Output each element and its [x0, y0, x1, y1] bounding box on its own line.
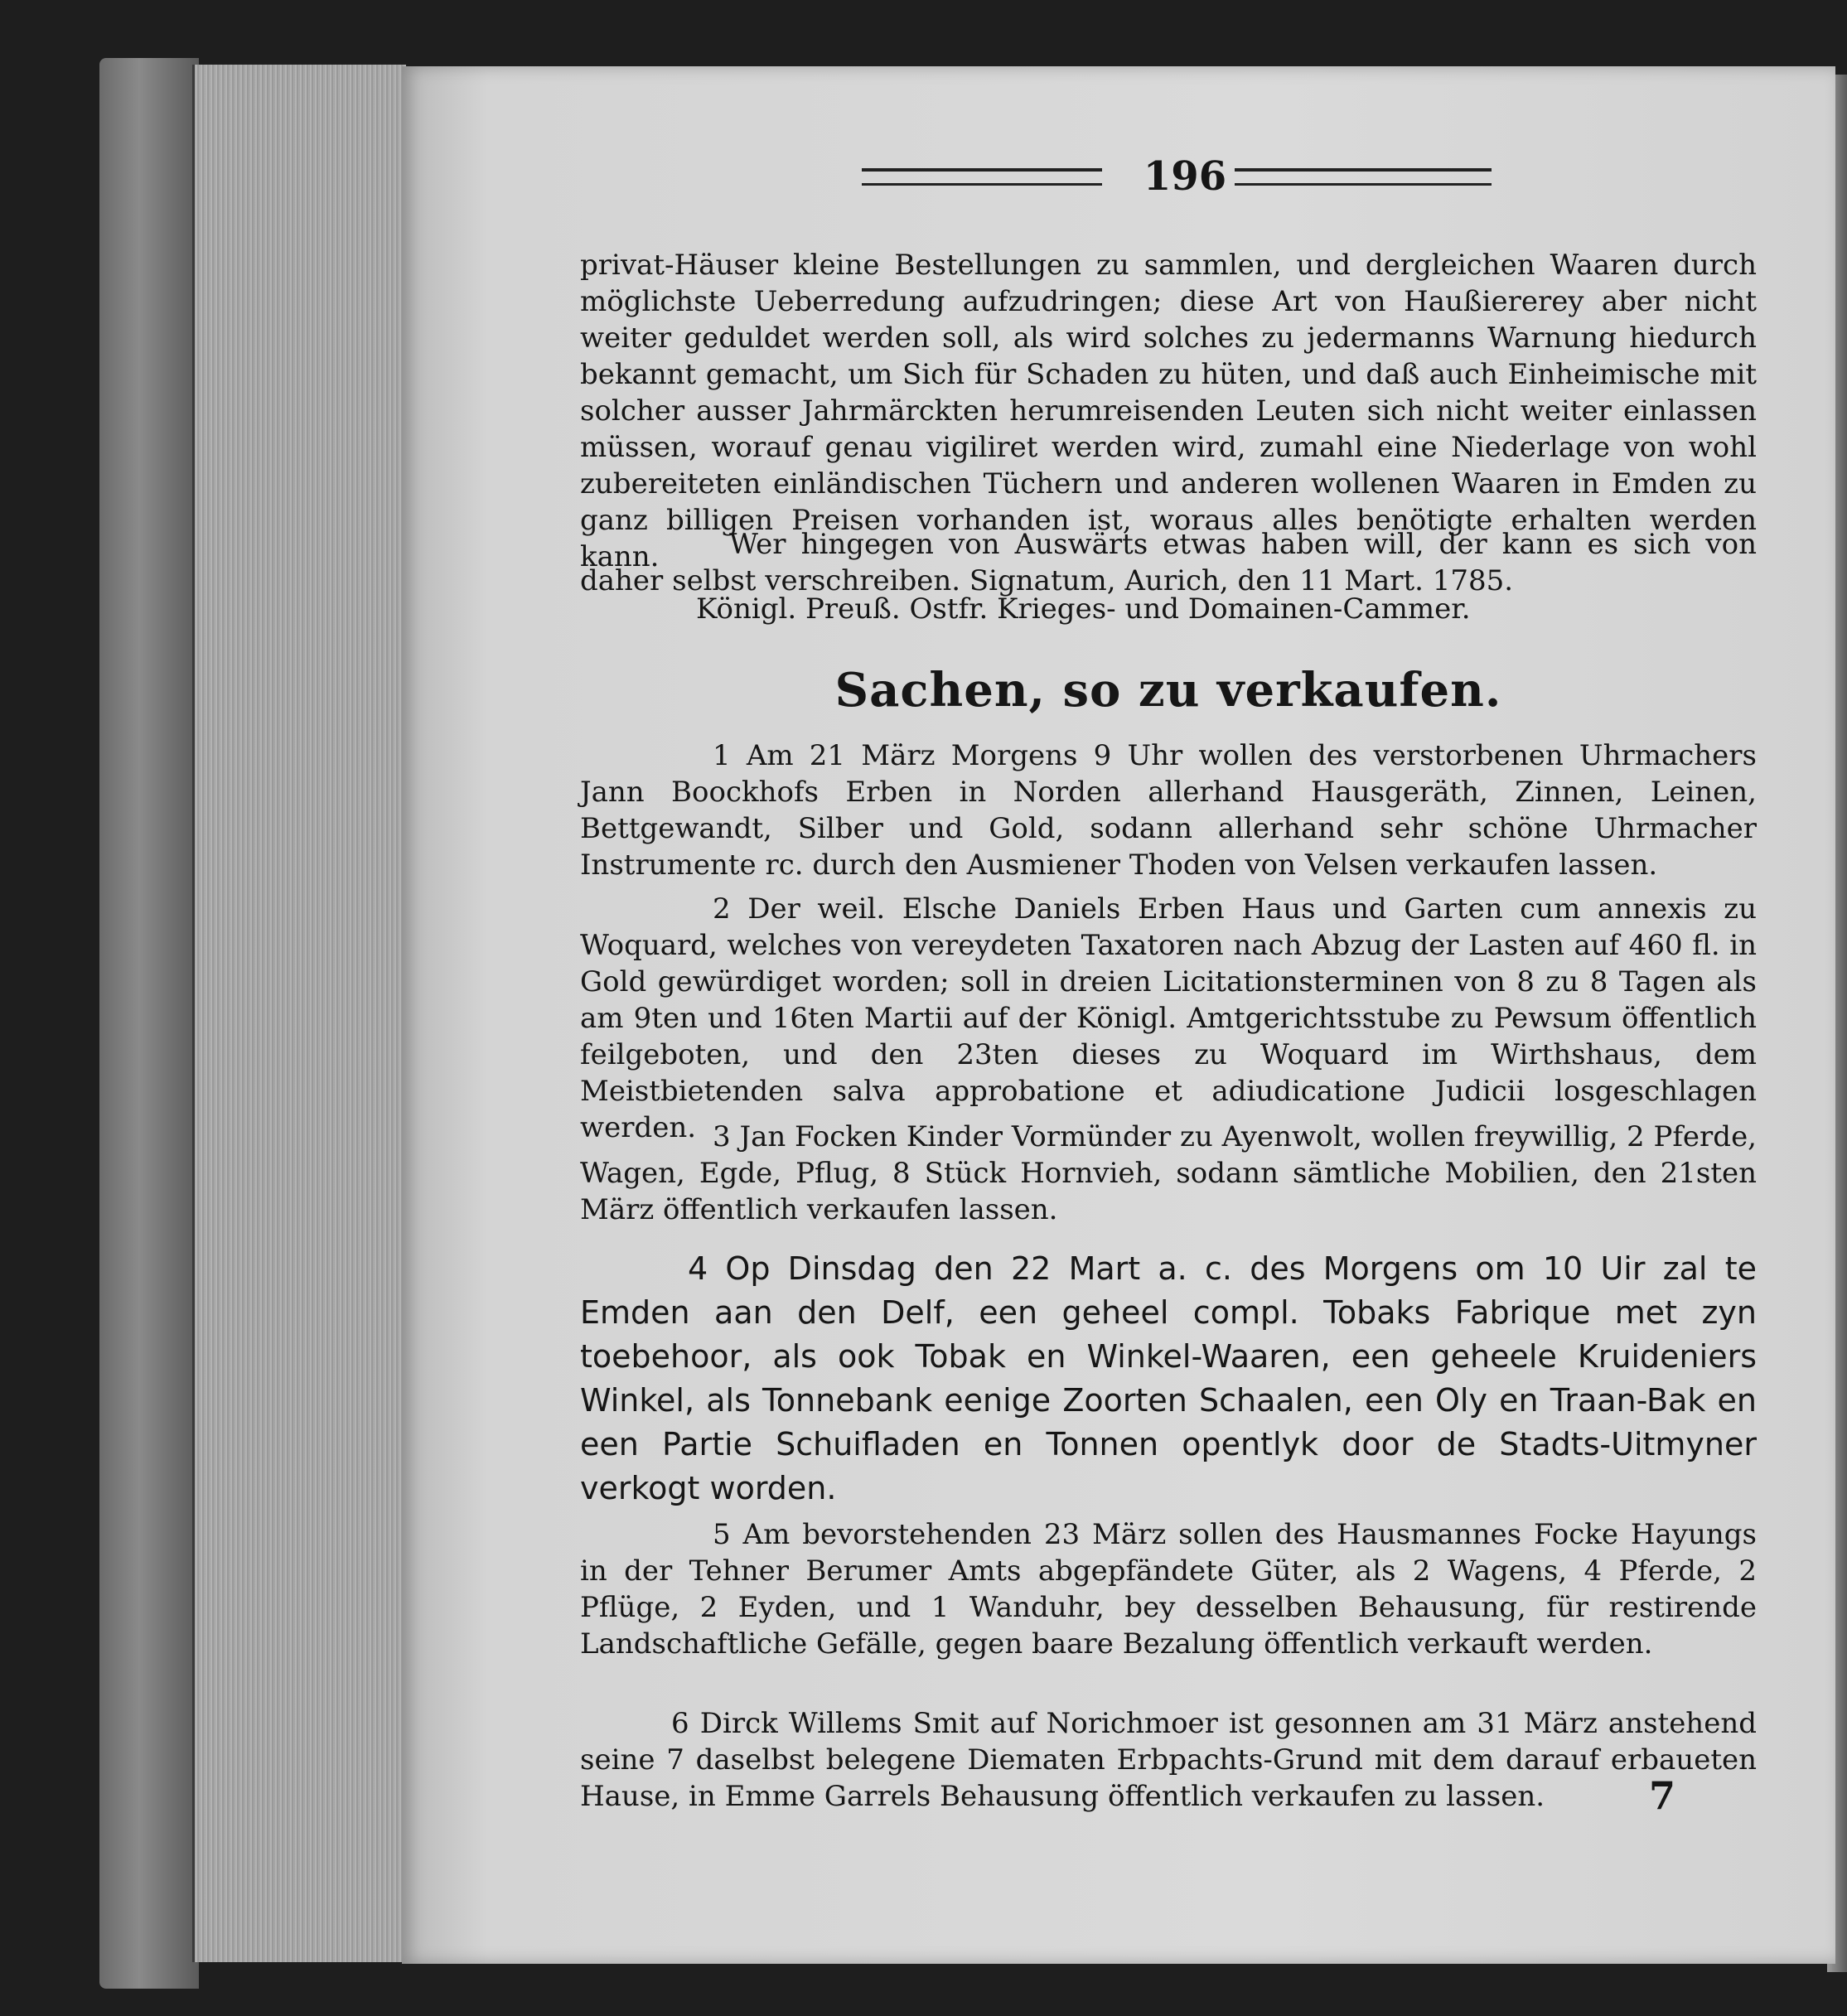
sale-item-4: 4 Op Dinsdag den 22 Mart a. c. des Morgens om 10 Uir zal te Emden aan den Delf, een geheel compl. Tobaks Fabrique met zyn toebehoor, als ook Tobak en Winkel-Waaren, een geheele Kruideniers Winkel, als Tonnebank eenige Zoorten Schaalen, een Oly en Traan-Bak en een Partie Schuifladen en Tonnen opentlyk door de Stadts-Uitmyner verkogt worden. [580, 1250, 1757, 1506]
catchword: 7 [1649, 1773, 1676, 1818]
sale-item-3: 3 Jan Focken Kinder Vormünder zu Ayenwolt, wollen freywillig, 2 Pferde, Wagen, Egde, Pflug, 8 Stück Hornvieh, sodann sämtliche Mobilien, den 21sten März öffentlich verkaufen lassen. [580, 1120, 1757, 1226]
section-title: Sachen, so zu verkaufen. [834, 663, 1502, 718]
sale-item-2: 2 Der weil. Elsche Daniels Erben Haus und Garten cum annexis zu Woquard, welches von vereydeten Taxatoren nach Abzug der Lasten auf 460 fl. in Gold gewürdiget worden; soll in dreien Licitationsterminen von 8 zu 8 Tagen als am 9ten und 16ten Martii auf der Königl. Amtgerichtsstube zu Pewsum öffentlich feilgeboten, und den 23ten dieses zu Woquard im Wirthshaus, dem Meistbietenden salva approbatione et adiudicatione Judicii losgeschlagen werden. [580, 892, 1757, 1144]
header-rule-right [1235, 168, 1492, 186]
page-number: 196 [1143, 153, 1227, 200]
header-rule-left [862, 168, 1102, 186]
sale-item-6: 6 Dirck Willems Smit auf Norichmoer ist gesonnen am 31 März anstehend seine 7 daselbst belegene Diematen Erbpachts-Grund mit dem darauf erbaueten Hause, in Emme Garrels Behausung öffentlich verkaufen zu lassen. [580, 1707, 1757, 1813]
sale-item-1: 1 Am 21 März Morgens 9 Uhr wollen des verstorbenen Uhrmachers Jann Boockhofs Erben in Norden allerhand Hausgeräth, Zinnen, Leinen, Bettgewandt, Silber und Gold, sodann allerhand sehr schöne Uhrmacher Instrumente rc. durch den Ausmiener Thoden von Velsen verkaufen lassen. [580, 739, 1757, 882]
sale-item-5: 5 Am bevorstehenden 23 März sollen des Hausmannes Focke Hayungs in der Tehner Berumer Amts abgepfändete Güter, als 2 Wagens, 4 Pferde, 2 Pflüge, 2 Eyden, und 1 Wanduhr, bey desselben Behausung, für restirende Landschaftliche Gefälle, gegen baare Bezalung öffentlich verkauft werden. [580, 1518, 1757, 1661]
signature-line: Königl. Preuß. Ostfr. Krieges- und Domainen-Cammer. [696, 592, 1471, 626]
page-edges [192, 65, 406, 1962]
book-spine [99, 58, 199, 1989]
intro-paragraph: privat-Häuser kleine Bestellungen zu sammlen, und dergleichen Waaren durch möglichste Ueberredung aufzudringen; diese Art von Haußiererey aber nicht weiter geduldet werden soll, als wird solches zu jedermanns Warnung hiedurch bekannt gemacht, um Sich für Schaden zu hüten, und daß auch Einheimische mit solcher ausser Jahrmärckten herumreisenden Leuten sich nicht weiter einlassen müssen, worauf genau vigiliret werden wird, zumahl eine Niederlage von wohl zubereiteten einländischen Tüchern und anderen wollenen Waaren in Emden zu ganz billigen Preisen vorhanden ist, woraus alles benötigte erhalten werden kann. [580, 249, 1757, 573]
page-header [862, 153, 1492, 200]
notice-paragraph: Wer hingegen von Auswärts etwas haben will, der kann es sich von daher selbst verschreiben. Signatum, Aurich, den 11 Mart. 1785. [580, 528, 1757, 597]
